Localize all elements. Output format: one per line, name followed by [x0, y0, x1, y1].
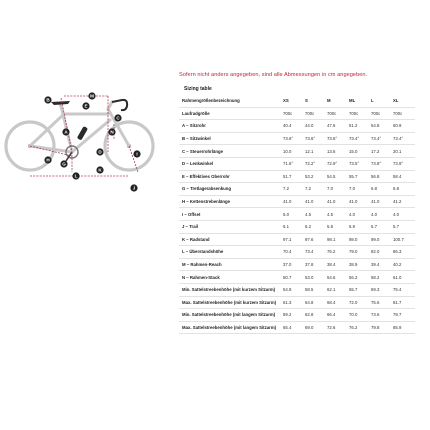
row-value: 73.6° [305, 132, 327, 145]
svg-text:B: B [46, 97, 50, 103]
row-value: 15.0 [349, 145, 371, 158]
row-value: 51.7 [283, 170, 305, 183]
table-row [179, 246, 415, 259]
svg-text:D: D [98, 149, 102, 155]
row-value: 54.5 [327, 170, 349, 183]
row-value: 39.4 [371, 258, 393, 271]
row-value: 79.7 [393, 309, 415, 322]
svg-text:E: E [84, 103, 88, 109]
row-value: 70.4 [283, 246, 305, 259]
row-value: 73.5° [349, 157, 371, 170]
column-header-l: L [371, 95, 393, 107]
crank-arm [66, 152, 72, 161]
row-value: 53.2 [305, 170, 327, 183]
row-value: 4.0 [371, 208, 393, 221]
row-label: N – Rahmen-Stack [179, 271, 283, 284]
row-value: 47.6 [327, 120, 349, 133]
row-value: 76.2 [349, 321, 371, 334]
sizing-table-body [179, 107, 415, 334]
svg-text:K: K [98, 167, 102, 173]
table-row [179, 195, 415, 208]
row-value: 99.0 [371, 233, 393, 246]
row-label: Min. Sattelstreebenhöhe (mit kurzem Sitzarm) [179, 283, 283, 296]
label-i [133, 150, 140, 157]
label-m [88, 92, 95, 99]
row-label: Max. Sattelstreebenhöhe (mit kurzem Sitzarm) [179, 296, 283, 309]
row-label: Min. Sattelstreebenhöhe (mit langem Sitzarm) [179, 309, 283, 322]
table-row [179, 296, 415, 309]
row-value: 61.3 [283, 296, 305, 309]
row-value: 7.2 [305, 183, 327, 196]
row-value: 4.0 [393, 208, 415, 221]
row-value: 69.3 [371, 283, 393, 296]
label-b [44, 96, 51, 103]
row-value: 41.2 [393, 195, 415, 208]
row-value: 73.4 [305, 246, 327, 259]
row-value: 4.5 [327, 208, 349, 221]
row-label: K – Radstand [179, 233, 283, 246]
label-a [62, 128, 69, 135]
row-value: 60.9 [393, 120, 415, 133]
table-row [179, 321, 415, 334]
row-value: 53.0 [305, 271, 327, 284]
row-label: I – Offset [179, 208, 283, 221]
row-value: 73.4° [393, 132, 415, 145]
row-value: 73.6 [371, 309, 393, 322]
row-value: 65.4 [283, 321, 305, 334]
row-value: 44.0 [305, 120, 327, 133]
svg-text:G: G [62, 161, 66, 167]
row-value: 98.1 [327, 233, 349, 246]
row-label: A – Sitzrohr [179, 120, 283, 133]
table-row [179, 120, 415, 133]
row-value: 58.5 [305, 283, 327, 296]
table-row [179, 309, 415, 322]
row-label: M – Rahmen-Reach [179, 258, 283, 271]
table-row [179, 183, 415, 196]
row-label: H – Kettenstrebenlänge [179, 195, 283, 208]
row-value: 71.6° [283, 157, 305, 170]
row-value: 79.8 [371, 321, 393, 334]
row-value: 59.2 [283, 309, 305, 322]
row-value: 700c [393, 107, 415, 120]
bike-geometry-diagram [0, 84, 160, 214]
row-value: 86.3 [393, 246, 415, 259]
row-value: 13.6 [327, 145, 349, 158]
row-label: Max. Sattelstreebenhöhe (mit langem Sitzarm) [179, 321, 283, 334]
row-value: 7.2 [283, 183, 305, 196]
row-value: 5.9 [349, 220, 371, 233]
row-value: 61.0 [393, 271, 415, 284]
row-value: 55.7 [349, 170, 371, 183]
row-value: 10.0 [283, 145, 305, 158]
label-j [130, 184, 137, 191]
row-value: 37.0 [283, 258, 305, 271]
sizing-panel [179, 72, 419, 334]
label-c [114, 114, 121, 121]
row-value: 50.7 [283, 271, 305, 284]
row-value: 6.8 [371, 183, 393, 196]
row-value: 7.0 [327, 183, 349, 196]
label-e [82, 102, 89, 109]
row-value: 6.1 [283, 220, 305, 233]
table-row [179, 233, 415, 246]
row-value: 700c [327, 107, 349, 120]
table-row [179, 283, 415, 296]
row-value: 97.6 [305, 233, 327, 246]
table-row [179, 258, 415, 271]
row-value: 68.4 [327, 296, 349, 309]
row-label: G – Tretlagerabsenkung [179, 183, 283, 196]
row-value: 64.8 [305, 296, 327, 309]
row-value: 6.8 [393, 183, 415, 196]
row-value: 41.0 [349, 195, 371, 208]
row-value: 73.8° [371, 157, 393, 170]
label-n [108, 128, 115, 135]
svg-text:M: M [90, 93, 94, 99]
row-value: 70.0 [349, 309, 371, 322]
row-value: 73.6° [283, 132, 305, 145]
row-value: 51.2 [349, 120, 371, 133]
label-h [44, 156, 51, 163]
row-value: 7.0 [349, 183, 371, 196]
row-label: L – Überstandshöhe [179, 246, 283, 259]
svg-text:L: L [74, 173, 78, 179]
row-value: 700c [283, 107, 305, 120]
row-label: J – Trail [179, 220, 283, 233]
row-value: 66.4 [327, 309, 349, 322]
row-value: 76.2 [327, 246, 349, 259]
row-label: B – Sitzwinkel [179, 132, 283, 145]
row-value: 41.0 [371, 195, 393, 208]
column-header-m: M [327, 95, 349, 107]
label-k [96, 166, 103, 173]
row-value: 20.1 [393, 145, 415, 158]
row-value: 100.7 [393, 233, 415, 246]
svg-text:I: I [136, 151, 138, 157]
units-notice: Sofern nicht anders angegeben, sind alle Abmessungen in cm angegeben. [179, 72, 368, 78]
row-label: Laufradgröße [179, 107, 283, 120]
handlebar [112, 100, 127, 110]
row-value: 75.6 [371, 296, 393, 309]
table-row [179, 107, 415, 120]
row-value: 54.9 [283, 283, 305, 296]
row-label: E – Effektives Oberrohr [179, 170, 283, 183]
row-value: 73.4° [371, 132, 393, 145]
row-value: 97.1 [283, 233, 305, 246]
table-header-row [179, 95, 415, 107]
row-value: 81.7 [393, 296, 415, 309]
row-value: 700c [371, 107, 393, 120]
row-value: 38.9 [349, 258, 371, 271]
row-value: 5.8 [327, 220, 349, 233]
row-value: 41.0 [327, 195, 349, 208]
row-value: 56.2 [349, 271, 371, 284]
row-value: 5.0 [283, 208, 305, 221]
svg-text:H: H [46, 157, 50, 163]
column-header-ml: ML [349, 95, 371, 107]
svg-text:N: N [110, 129, 114, 135]
row-value: 40.2 [393, 258, 415, 271]
label-d [96, 148, 103, 155]
row-value: 73.4° [349, 132, 371, 145]
row-value: 54.6 [327, 271, 349, 284]
column-header-xs: XS [283, 95, 305, 107]
row-value: 69.0 [305, 321, 327, 334]
row-value: 56.8 [371, 170, 393, 183]
row-value: 98.0 [349, 233, 371, 246]
row-value: 37.8 [305, 258, 327, 271]
svg-text:J: J [132, 185, 136, 191]
column-header-s: S [305, 95, 327, 107]
row-value: 58.4 [393, 170, 415, 183]
row-value: 85.9 [393, 321, 415, 334]
row-value: 4.5 [305, 208, 327, 221]
row-value: 38.4 [327, 258, 349, 271]
table-title: Sizing table [184, 86, 212, 92]
row-value: 54.8 [371, 120, 393, 133]
row-value: 72.2° [305, 157, 327, 170]
table-row [179, 220, 415, 233]
row-value: 17.2 [371, 145, 393, 158]
row-value: 6.2 [305, 220, 327, 233]
svg-text:C: C [116, 115, 120, 121]
row-value: 62.1 [327, 283, 349, 296]
column-header-label: Rahmengrößenbezeichnung [179, 95, 283, 107]
row-value: 40.4 [283, 120, 305, 133]
row-value: 72.6 [327, 321, 349, 334]
label-l [72, 172, 79, 179]
label-g [60, 160, 67, 167]
table-row [179, 132, 415, 145]
row-value: 82.0 [371, 246, 393, 259]
row-value: 65.7 [349, 283, 371, 296]
row-value: 73.6° [327, 132, 349, 145]
row-value: 12.1 [305, 145, 327, 158]
row-value: 700c [349, 107, 371, 120]
sizing-table [179, 95, 415, 334]
row-value: 5.7 [371, 220, 393, 233]
row-value: 58.2 [371, 271, 393, 284]
row-value: 41.0 [305, 195, 327, 208]
table-row [179, 157, 415, 170]
row-value: 72.9° [327, 157, 349, 170]
row-value: 4.0 [349, 208, 371, 221]
saddle [51, 101, 70, 105]
row-value: 62.8 [305, 309, 327, 322]
row-value: 79.0 [349, 246, 371, 259]
row-value: 73.9° [393, 157, 415, 170]
row-label: D – Lenkwinkel [179, 157, 283, 170]
table-row [179, 271, 415, 284]
row-value: 75.4 [393, 283, 415, 296]
row-value: 72.0 [349, 296, 371, 309]
table-row [179, 170, 415, 183]
row-value: 700c [305, 107, 327, 120]
column-header-xl: XL [393, 95, 415, 107]
svg-text:A: A [64, 129, 68, 135]
row-value: 41.0 [283, 195, 305, 208]
table-row [179, 208, 415, 221]
row-label: C – Steuerrohrlänge [179, 145, 283, 158]
row-value: 5.7 [393, 220, 415, 233]
table-row [179, 145, 415, 158]
bike-geometry-svg [0, 84, 160, 214]
